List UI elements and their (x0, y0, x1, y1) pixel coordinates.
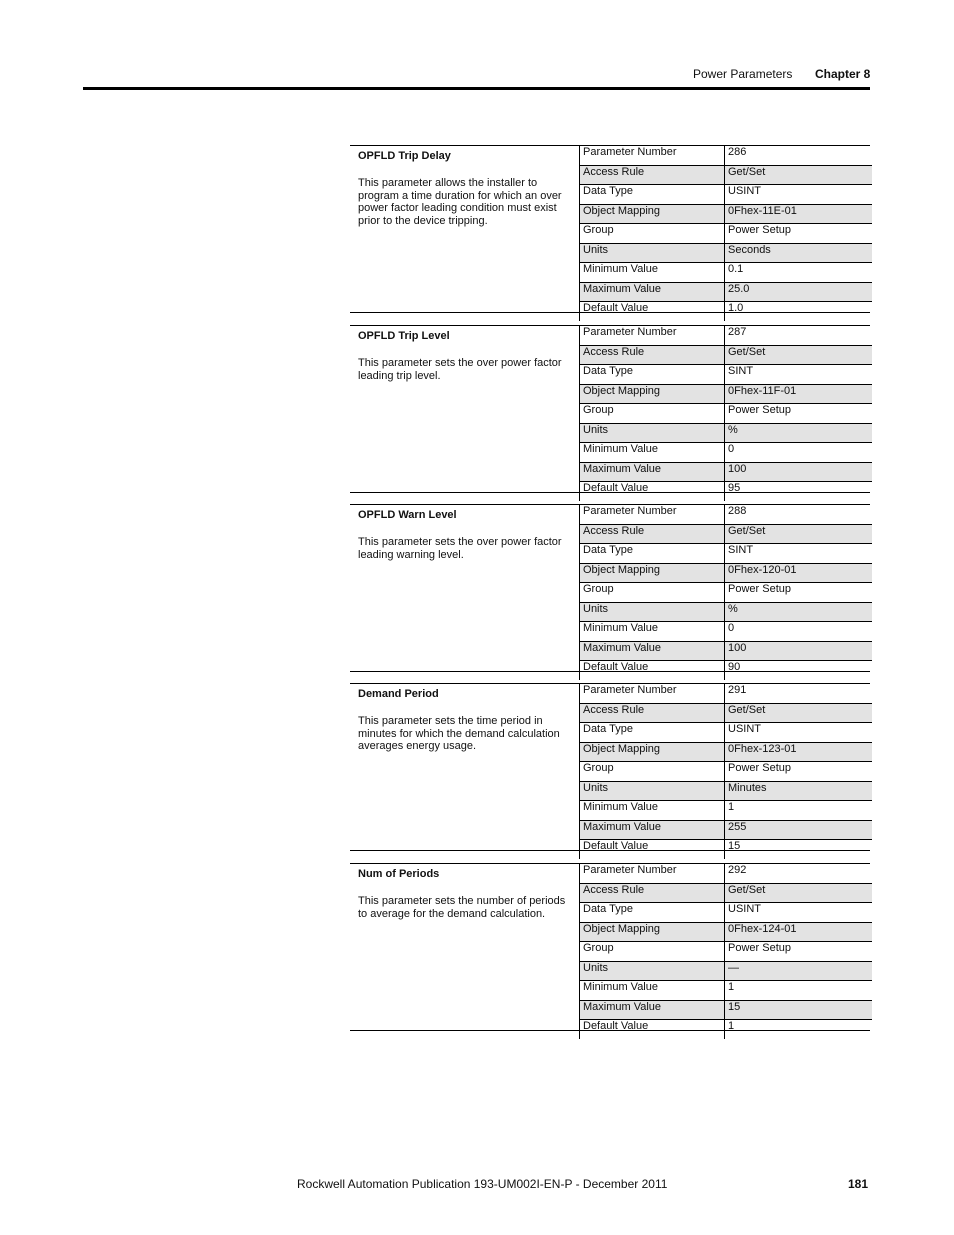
attribute-value: 288 (725, 505, 873, 524)
attribute-value: 0Fhex-11E-01 (725, 204, 873, 224)
table-row (580, 684, 873, 703)
attribute-name: Parameter Number (580, 326, 725, 345)
page-number: 181 (848, 1177, 869, 1191)
table-row (580, 661, 873, 680)
attribute-name: Data Type (580, 185, 725, 205)
table-row (580, 302, 873, 321)
attribute-name: Group (580, 404, 725, 424)
table-row (580, 423, 873, 443)
attribute-name: Minimum Value (580, 443, 725, 463)
attribute-name: Default Value (580, 1020, 725, 1039)
table-row (580, 482, 873, 501)
attribute-value: Get/Set (725, 883, 873, 903)
attribute-name: Minimum Value (580, 801, 725, 821)
attribute-value: USINT (725, 903, 873, 923)
attribute-name: Maximum Value (580, 282, 725, 302)
table-row (580, 942, 873, 962)
table-row (580, 185, 873, 205)
parameter-description-cell (350, 505, 579, 671)
table-row (580, 462, 873, 482)
parameter-name: OPFLD Trip Delay (358, 150, 451, 162)
parameter-attributes-table (579, 146, 872, 321)
attribute-value: 0Fhex-120-01 (725, 563, 873, 583)
attribute-name: Maximum Value (580, 641, 725, 661)
attribute-value: Power Setup (725, 942, 873, 962)
parameter-description: This parameter sets the over power factor leading warning level. (358, 536, 562, 561)
attribute-name: Access Rule (580, 883, 725, 903)
attribute-name: Default Value (580, 482, 725, 501)
table-row (580, 883, 873, 903)
table-row (580, 443, 873, 463)
parameter-block (350, 863, 870, 1031)
attribute-value: 0Fhex-11F-01 (725, 384, 873, 404)
table-row (580, 961, 873, 981)
attribute-value: SINT (725, 544, 873, 564)
attribute-value: 286 (725, 146, 873, 165)
attribute-name: Minimum Value (580, 981, 725, 1001)
parameter-description: This parameter sets the number of periods to average for the demand calculation. (358, 895, 566, 920)
attribute-value: USINT (725, 723, 873, 743)
attribute-name: Default Value (580, 661, 725, 680)
attribute-name: Object Mapping (580, 384, 725, 404)
table-row (580, 204, 873, 224)
attribute-value: 292 (725, 864, 873, 883)
parameter-description-cell (350, 326, 579, 492)
attribute-name: Minimum Value (580, 622, 725, 642)
table-row (580, 781, 873, 801)
table-row (580, 602, 873, 622)
parameter-name: OPFLD Trip Level (358, 330, 450, 342)
table-row (580, 263, 873, 283)
parameter-description-cell (350, 684, 579, 850)
attribute-name: Default Value (580, 302, 725, 321)
attribute-value: 100 (725, 641, 873, 661)
attribute-value: 255 (725, 820, 873, 840)
attribute-name: Object Mapping (580, 204, 725, 224)
parameter-block (350, 683, 870, 851)
attribute-value: Power Setup (725, 583, 873, 603)
attribute-name: Minimum Value (580, 263, 725, 283)
attribute-value: Power Setup (725, 762, 873, 782)
attribute-value: Get/Set (725, 703, 873, 723)
publication-line: Rockwell Automation Publication 193-UM002I-EN-P - December 2011 (297, 1177, 668, 1191)
table-row (580, 820, 873, 840)
attribute-value: Minutes (725, 781, 873, 801)
attribute-value: 1.0 (725, 302, 873, 321)
attribute-value: 25.0 (725, 282, 873, 302)
attribute-name: Group (580, 224, 725, 244)
attribute-name: Maximum Value (580, 1000, 725, 1020)
table-row (580, 404, 873, 424)
attribute-value: % (725, 602, 873, 622)
attribute-name: Data Type (580, 903, 725, 923)
table-row (580, 622, 873, 642)
attribute-value: 0Fhex-123-01 (725, 742, 873, 762)
attribute-value: USINT (725, 185, 873, 205)
attribute-value: Seconds (725, 243, 873, 263)
parameter-name: Num of Periods (358, 868, 440, 880)
attribute-name: Access Rule (580, 165, 725, 185)
table-row (580, 505, 873, 524)
attribute-value: 1 (725, 981, 873, 1001)
table-row (580, 762, 873, 782)
attribute-name: Object Mapping (580, 742, 725, 762)
attribute-value: 15 (725, 1000, 873, 1020)
attribute-name: Parameter Number (580, 864, 725, 883)
attribute-value: 291 (725, 684, 873, 703)
table-row (580, 243, 873, 263)
table-row (580, 840, 873, 859)
table-row (580, 326, 873, 345)
parameter-block (350, 145, 870, 313)
parameter-description: This parameter allows the installer to program a time duration for which an over power factor leading condition must exist prior to the device tripping. (358, 177, 562, 227)
table-row (580, 524, 873, 544)
parameter-block (350, 504, 870, 672)
table-row (580, 563, 873, 583)
table-row (580, 165, 873, 185)
attribute-value: Get/Set (725, 524, 873, 544)
attribute-name: Units (580, 423, 725, 443)
attribute-name: Units (580, 961, 725, 981)
attribute-value: % (725, 423, 873, 443)
attribute-value: Get/Set (725, 165, 873, 185)
table-row (580, 544, 873, 564)
parameter-attributes-table (579, 864, 872, 1039)
attribute-name: Object Mapping (580, 922, 725, 942)
attribute-name: Group (580, 762, 725, 782)
table-row (580, 583, 873, 603)
parameter-description: This parameter sets the time period in minutes for which the demand calculation averages energy usage. (358, 715, 560, 752)
attribute-name: Parameter Number (580, 505, 725, 524)
attribute-value: SINT (725, 365, 873, 385)
table-row (580, 146, 873, 165)
parameter-attributes-table (579, 684, 872, 859)
attribute-value: 90 (725, 661, 873, 680)
attribute-name: Default Value (580, 840, 725, 859)
attribute-value: Get/Set (725, 345, 873, 365)
attribute-name: Units (580, 602, 725, 622)
attribute-name: Parameter Number (580, 146, 725, 165)
attribute-name: Group (580, 583, 725, 603)
attribute-value: 15 (725, 840, 873, 859)
parameter-block (350, 325, 870, 493)
attribute-value: 95 (725, 482, 873, 501)
attribute-name: Data Type (580, 723, 725, 743)
table-row (580, 1020, 873, 1039)
parameter-attributes-table (579, 326, 872, 501)
attribute-name: Units (580, 781, 725, 801)
attribute-value: Power Setup (725, 404, 873, 424)
attribute-name: Access Rule (580, 703, 725, 723)
attribute-value: 1 (725, 801, 873, 821)
attribute-value: 0Fhex-124-01 (725, 922, 873, 942)
attribute-name: Data Type (580, 544, 725, 564)
attribute-value: 0.1 (725, 263, 873, 283)
table-row (580, 224, 873, 244)
attribute-name: Group (580, 942, 725, 962)
attribute-name: Units (580, 243, 725, 263)
parameter-attributes-table (579, 505, 872, 680)
attribute-name: Data Type (580, 365, 725, 385)
attribute-value: — (725, 961, 873, 981)
attribute-name: Object Mapping (580, 563, 725, 583)
attribute-name: Parameter Number (580, 684, 725, 703)
table-row (580, 723, 873, 743)
table-row (580, 903, 873, 923)
attribute-value: 287 (725, 326, 873, 345)
attribute-value: 1 (725, 1020, 873, 1039)
table-row (580, 801, 873, 821)
parameter-description-cell (350, 864, 579, 1030)
attribute-value: 100 (725, 462, 873, 482)
parameter-description: This parameter sets the over power factor leading trip level. (358, 357, 562, 382)
attribute-name: Maximum Value (580, 820, 725, 840)
table-row (580, 703, 873, 723)
attribute-value: 0 (725, 443, 873, 463)
table-row (580, 345, 873, 365)
attribute-name: Maximum Value (580, 462, 725, 482)
table-row (580, 384, 873, 404)
table-row (580, 365, 873, 385)
parameter-name: Demand Period (358, 688, 439, 700)
table-row (580, 922, 873, 942)
table-row (580, 742, 873, 762)
table-row (580, 641, 873, 661)
attribute-value: Power Setup (725, 224, 873, 244)
attribute-name: Access Rule (580, 524, 725, 544)
parameter-description-cell (350, 146, 579, 312)
parameter-name: OPFLD Warn Level (358, 509, 457, 521)
attribute-name: Access Rule (580, 345, 725, 365)
attribute-value: 0 (725, 622, 873, 642)
table-row (580, 1000, 873, 1020)
header-rule (83, 87, 870, 90)
table-row (580, 282, 873, 302)
table-row (580, 981, 873, 1001)
section-title: Power Parameters (693, 67, 793, 81)
chapter-label: Chapter 8 (815, 67, 871, 81)
table-row (580, 864, 873, 883)
